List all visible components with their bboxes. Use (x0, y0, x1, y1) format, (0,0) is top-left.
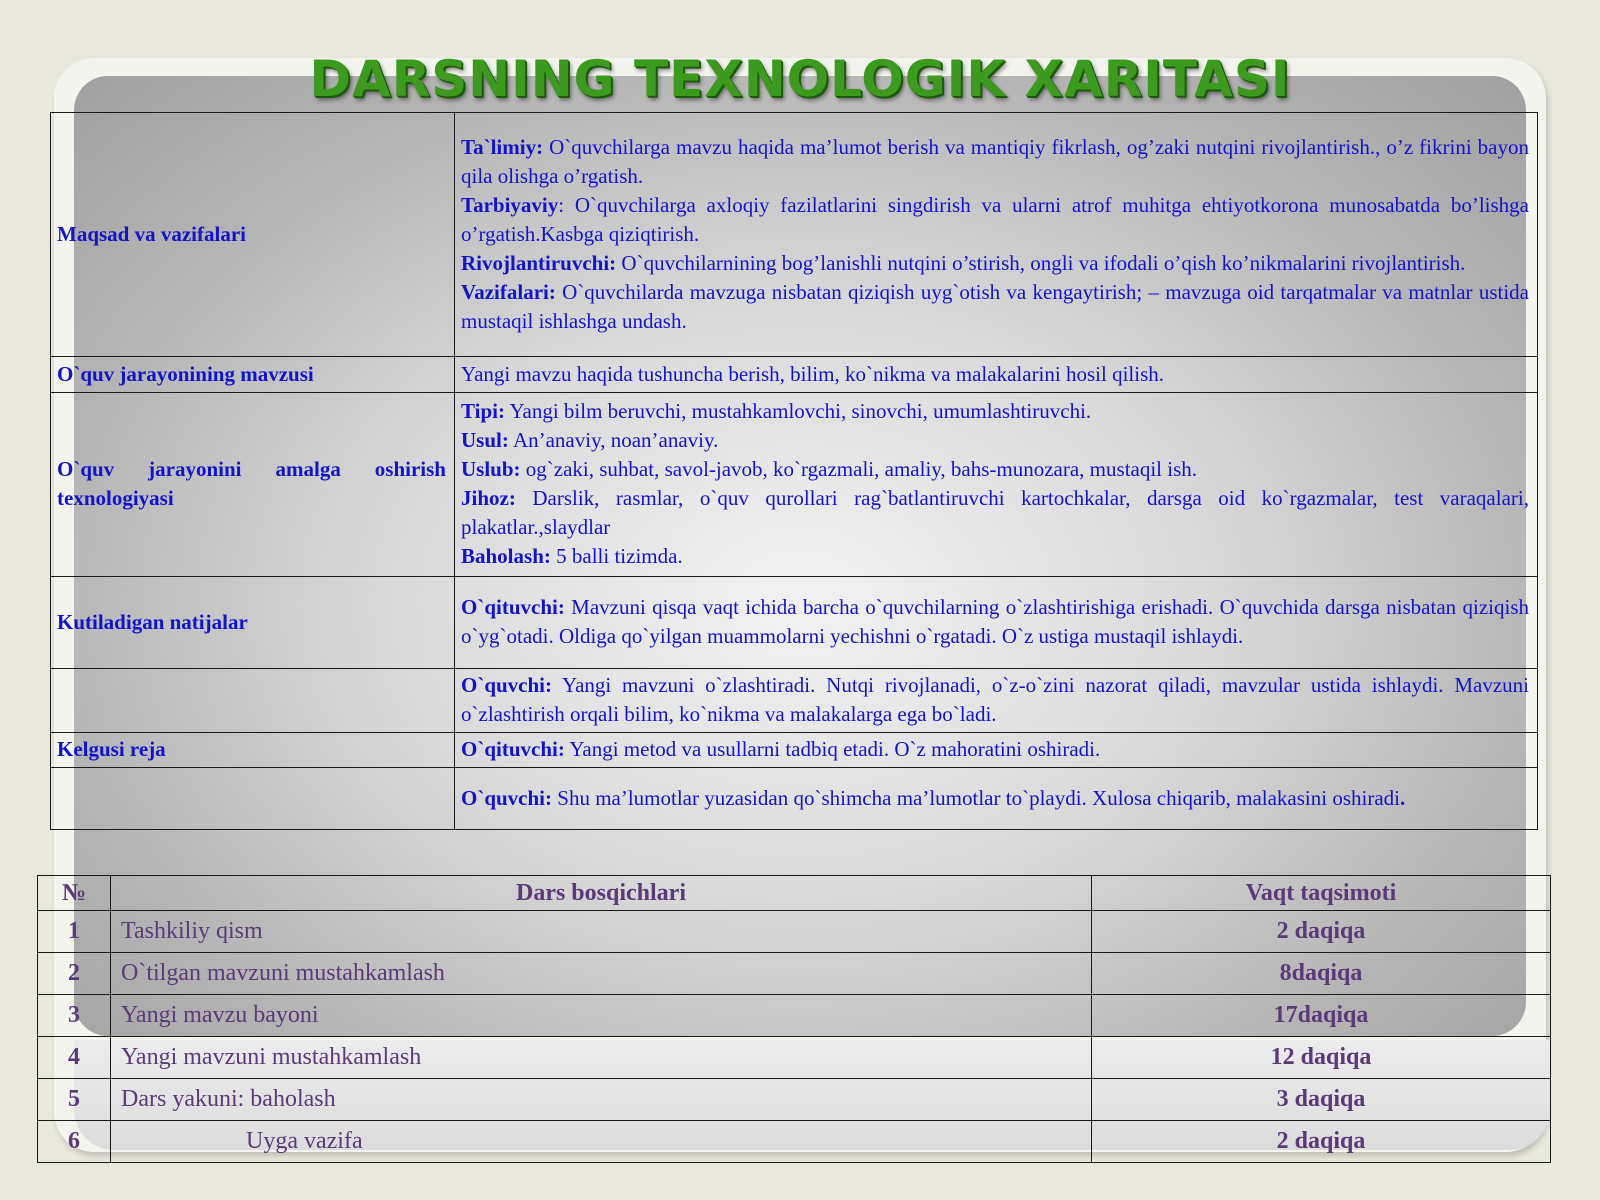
table-row (51, 393, 1538, 577)
technology-item: Uslub: og`zaki, suhbat, savol-javob, ko`rgazmali, amaliy, bahs-munozara, mustaqil ish. (461, 457, 1198, 481)
technology-label: O`quv jarayonini amalga oshirish texnologiyasi (51, 393, 455, 577)
stage-time: 2 daqiqa (1092, 1121, 1551, 1163)
technology-item: Usul: An’anaviy, noan’anaviy. (461, 428, 719, 452)
row-number: 6 (38, 1121, 111, 1163)
results-label: Kutiladigan natijalar (51, 577, 455, 669)
row-number: 3 (38, 995, 111, 1037)
slide-title: DARSNING TEXNOLOGIK XARITASI (309, 50, 1291, 108)
table-row (51, 357, 1538, 393)
technology-item: Jihoz: Darslik, rasmlar, o`quv qurollari rag`batlantiruvchi kartochkalar, darsga oid ko`rgazmalar, test varaqalari, plakatlar.,slaydlar (461, 486, 1529, 539)
technology-map-table (50, 112, 1538, 830)
results-teacher: O`qituvchi: Mavzuni qisqa vaqt ichida barcha o`quvchilarning o`zlashtirishiga erishadi. O`quvchida darsga nisbatan qiziqish o`yg`otadi. Oldiga qo`yilgan muammolarni yechishni o`rgatadi. O`z ustiga mustaqil ishlaydi. (455, 577, 1538, 669)
table-row (51, 577, 1538, 669)
lesson-stages-table (37, 875, 1551, 1163)
row-number: 4 (38, 1037, 111, 1079)
table-row (51, 113, 1538, 357)
technology-item: Baholash: 5 balli tizimda. (461, 544, 683, 568)
table-row (38, 1121, 1551, 1163)
stage-time: 3 daqiqa (1092, 1079, 1551, 1121)
goals-label: Maqsad va vazifalari (51, 113, 455, 357)
table-row (38, 1037, 1551, 1079)
technology-content (455, 393, 1538, 577)
time-header: Vaqt taqsimoti (1092, 876, 1551, 911)
stage-name: Yangi mavzuni mustahkamlash (111, 1037, 1092, 1079)
plan-student: O`quvchi: Shu ma’lumotlar yuzasidan qo`shimcha ma’lumotlar to`playdi. Xulosa chiqarib, malakasini oshiradi. (455, 768, 1538, 830)
empty-label-cell (51, 768, 455, 830)
number-header: № (38, 876, 111, 911)
stage-name: Uyga vazifa (111, 1121, 1092, 1163)
table-row (38, 911, 1551, 953)
plan-teacher: O`qituvchi: Yangi metod va usullarni tadbiq etadi. O`z mahoratini oshiradi. (455, 733, 1538, 768)
technology-item: Tipi: Yangi bilm beruvchi, mustahkamlovchi, sinovchi, umumlashtiruvchi. (461, 399, 1092, 423)
goals-content (455, 113, 1538, 357)
stage-time: 12 daqiqa (1092, 1037, 1551, 1079)
table-row (51, 733, 1538, 768)
goal-item: Rivojlantiruvchi: O`quvchilarnining bog’lanishli nutqini o’stirish, ongli va ifodali o’qish ko’nikmalarini rivojlantirish. (461, 250, 1466, 275)
stage-name: O`tilgan mavzuni mustahkamlash (111, 953, 1092, 995)
goal-item: Tarbiyaviy: O`quvchilarga axloqiy fazilatlarini singdirish va ularni atrof muhitga ehtiyotkorona munosabatda bo’lishga o’rgatish.Kasbga qiziqtirish. (461, 192, 1529, 246)
table-header-row (38, 876, 1551, 911)
results-student: O`quvchi: Yangi mavzuni o`zlashtiradi. Nutqi rivojlanadi, o`z-o`zini nazorat qiladi, mavzular ustida ishlaydi. Mavzuni o`zlashtirish orqali bilim, ko`nikma va malakalarga ega bo`ladi. (455, 669, 1538, 733)
stage-time: 2 daqiqa (1092, 911, 1551, 953)
table-row (38, 995, 1551, 1037)
table-row (38, 1079, 1551, 1121)
stage-time: 8daqiqa (1092, 953, 1551, 995)
row-number: 5 (38, 1079, 111, 1121)
table-row (38, 953, 1551, 995)
goal-item: Vazifalari: O`quvchilarda mavzuga nisbatan qiziqish uyg`otish va kengaytirish; – mavzuga oid tarqatmalar va matnlar ustida mustaqil ishlashga undash. (461, 279, 1529, 333)
table-row (51, 768, 1538, 830)
table-row (51, 669, 1538, 733)
row-number: 2 (38, 953, 111, 995)
stage-header: Dars bosqichlari (111, 876, 1092, 911)
empty-label-cell (51, 669, 455, 733)
stage-name: Dars yakuni: baholash (111, 1079, 1092, 1121)
row-number: 1 (38, 911, 111, 953)
stage-time: 17daqiqa (1092, 995, 1551, 1037)
topic-content: Yangi mavzu haqida tushuncha berish, bilim, ko`nikma va malakalarini hosil qilish. (455, 357, 1538, 393)
plan-label: Kelgusi reja (51, 733, 455, 768)
stage-name: Yangi mavzu bayoni (111, 995, 1092, 1037)
goal-item: Ta`limiy: O`quvchilarga mavzu haqida ma’lumot berish va mantiqiy fikrlash, og’zaki nutqini rivojlantirish., o’z fikrini bayon qila olishga o’rgatish. (461, 134, 1529, 188)
topic-label: O`quv jarayonining mavzusi (51, 357, 455, 393)
stage-name: Tashkiliy qism (111, 911, 1092, 953)
